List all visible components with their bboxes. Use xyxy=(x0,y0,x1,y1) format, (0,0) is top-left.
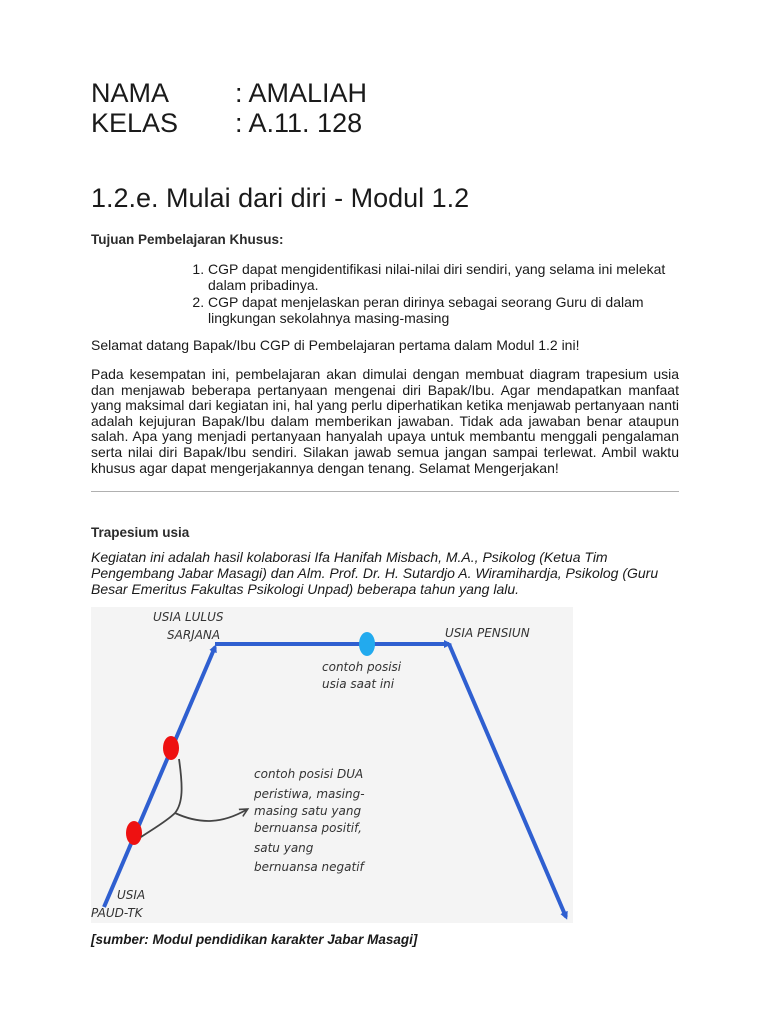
current-age-label-line2: usia saat ini xyxy=(322,677,395,692)
section-divider xyxy=(91,491,679,492)
intro-paragraph: Pada kesempatan ini, pembelajaran akan dimulai dengan membuat diagram trapesium usia dan menjawab beberapa pertanyaan mengenai diri Bapak/Ibu. Agar mendapatkan manfaat yang maksimal dari kegiatan ini, hal yang perlu diperhatikan ketika menjawab pertanyaan nanti adalah kejujuran Bapak/Ibu dalam memberikan jawaban. Tidak ada jawaban benar ataupun salah. Apa yang menjadi pertanyaan hanyalah upaya untuk membantu menggali pengalaman serta nilai diri Bapak/Ibu sendiri. Silakan jawab semua jangan sampai terlewat. Ambil waktu khusus agar dapat mengerjakannya dengan tenang. Selamat Mengerjakan! xyxy=(91,366,679,476)
current-age-label-line1: contoh posisi xyxy=(322,660,402,675)
page-title: 1.2.e. Mulai dari diri - Modul 1.2 xyxy=(91,183,470,213)
negative-event-marker xyxy=(126,821,142,845)
event-connector xyxy=(141,759,246,837)
two-events-label-line: contoh posisi DUA xyxy=(254,767,364,782)
name-row xyxy=(91,78,679,108)
class-row xyxy=(91,108,679,138)
diagram-svg xyxy=(91,607,573,923)
start-label-line2: PAUD-TK xyxy=(91,906,143,921)
retire-label: USIA PENSIUN xyxy=(445,626,530,641)
rising-line xyxy=(104,647,215,907)
graduate-label-line1: USIA LULUS xyxy=(153,610,224,625)
credit-paragraph: Kegiatan ini adalah hasil kolaborasi Ifa Hanifah Misbach, M.A., Psikolog (Ketua Tim Pengembang Jabar Masagi) dan Alm. Prof. Dr. H. Sutardjo A. Wiramihardja, Psikolog (Guru Besar Emeritus Fakultas Psikologi Unpad) beberapa tahun yang lalu. xyxy=(91,549,659,598)
two-events-label-line: bernuansa negatif xyxy=(254,860,364,875)
falling-line xyxy=(449,644,566,917)
age-trapezoid-diagram xyxy=(91,607,573,923)
section-heading: Trapesium usia xyxy=(91,525,190,541)
objectives-list xyxy=(91,261,679,326)
source-caption: [sumber: Modul pendidikan karakter Jabar Masagi] xyxy=(91,932,418,948)
objectives-heading: Tujuan Pembelajaran Khusus: xyxy=(91,232,284,247)
class-value: : A.11. 128 xyxy=(235,108,363,138)
two-events-label-line: bernuansa positif, xyxy=(254,821,362,836)
objective-item: 1. CGP dapat mengidentifikasi nilai-nilai diri sendiri, yang selama ini melekat dalam pribadinya. xyxy=(208,261,679,293)
current-age-marker xyxy=(359,632,375,656)
graduate-label-line2: SARJANA xyxy=(167,628,221,643)
start-label-line1: USIA xyxy=(117,888,146,903)
class-label: KELAS xyxy=(91,108,179,138)
objective-item: 2. CGP dapat menjelaskan peran dirinya sebagai seorang Guru di dalam lingkungan sekolahnya masing-masing xyxy=(208,294,679,326)
two-events-label-line: peristiwa, masing- xyxy=(254,787,365,802)
positive-event-marker xyxy=(163,736,179,760)
two-events-label-line: masing satu yang xyxy=(254,804,362,819)
document-page xyxy=(91,78,679,947)
two-events-label-line: satu yang xyxy=(254,841,314,856)
name-label: NAMA xyxy=(91,78,170,108)
name-value: : AMALIAH xyxy=(235,78,368,108)
welcome-paragraph: Selamat datang Bapak/Ibu CGP di Pembelajaran pertama dalam Modul 1.2 ini! xyxy=(91,337,580,353)
